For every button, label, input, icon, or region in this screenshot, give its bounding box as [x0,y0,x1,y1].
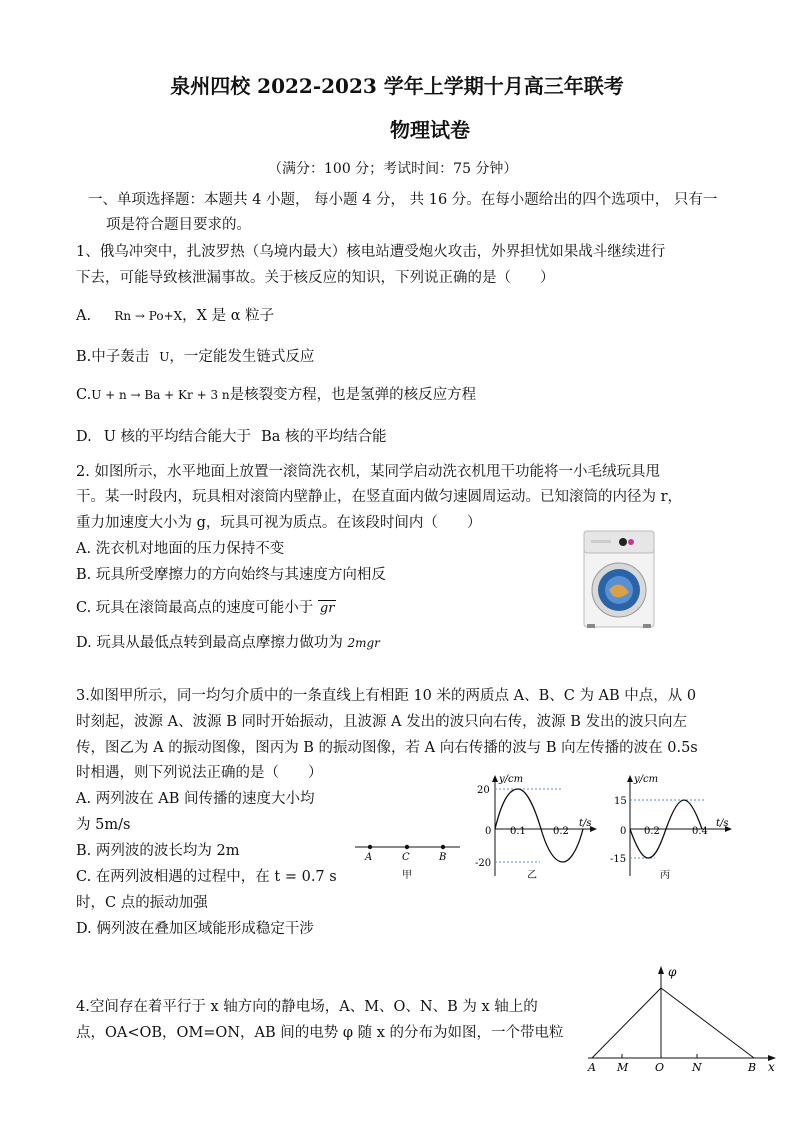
q4-point-n: N [692,1061,702,1072]
q4-stem-line2: 点，OA<OB，OM=ON，AB 间的电势 φ 随 x 的分布为如图，一个带电粒 [76,1025,564,1041]
jia-point-c: C [402,852,410,863]
yi-ylabel: y/cm [499,774,524,785]
q2-option-d [76,636,380,651]
yi-ymin: -20 [475,858,492,869]
q3-stem-line4: 时相遇，则下列说法正确的是（ ） [76,765,323,781]
q4-potential-figure [582,962,782,1072]
q1-d-text2: Ba 核的平均结合能 [261,429,387,445]
q1-c-equation: U + n → Ba + Kr + 3 n [91,388,230,402]
bing-x1: 0.2 [644,826,660,837]
q1-b-label: B.中子轰击 [76,349,150,365]
bing-origin: 0 [620,826,627,837]
washing-machine-image [583,530,655,630]
q1-option-b [76,350,314,365]
section-instructions-line1: 一、单项选择题：本题共 4 小题， 每小题 4 分， 共 16 分。在每小题给出的四个选项中， 只有一 [88,192,718,208]
q2-d-text: D. 玩具从最低点转到最高点摩擦力做功为 [76,635,343,651]
bing-ymax: 15 [614,796,627,807]
q2-option-a: A. 洗衣机对地面的压力保持不变 [76,541,285,557]
q3-stem-line3: 传，图乙为 A 的振动图像，图丙为 B 的振动图像，若 A 向右传播的波与 B 向左传播的波在 0.5s [76,740,698,756]
jia-caption: 甲 [402,870,412,881]
bing-caption: 丙 [660,870,670,881]
q2-stem-line2: 干。某一时段内，玩具相对滚筒内壁静止，在竖直面内做匀速圆周运动。已知滚筒的内径为 r， [76,489,683,505]
q4-point-o: O [655,1061,665,1072]
yi-caption: 乙 [527,870,537,881]
q1-a-equation: Rn → Po+X [114,309,183,323]
exam-meta: （满分：100 分；考试时间：75 分钟） [268,161,518,177]
q3-figure-yi [475,772,600,882]
q1-option-c [76,388,476,403]
q1-a-text: ，X 是 α 粒子 [182,308,275,324]
q4-phi-label: φ [668,965,677,979]
q2-c-sqrt: gr [319,601,335,616]
yi-ymax: 20 [477,785,490,796]
q3-figure-jia [355,838,465,883]
q2-option-b: B. 玩具所受摩擦力的方向始终与其速度方向相反 [76,567,386,583]
q3-option-a-line2: 为 5m/s [76,817,131,833]
q3-figure-bing [610,772,740,882]
yi-x1: 0.1 [510,826,526,837]
bing-x2: 0.4 [692,826,708,837]
q1-d-text1: U 核的平均结合能大于 [103,429,252,445]
q1-stem-line2: 下去，可能导致核泄漏事故。关于核反应的知识，下列说正确的是（ ） [76,270,555,286]
jia-point-a: A [365,852,373,863]
yi-x2: 0.2 [553,826,569,837]
q2-stem-line1: 2. 如图所示，水平地面上放置一滚筒洗衣机，某同学启动洗衣机甩干功能将一小毛绒玩具甩 [76,464,660,480]
jia-point-b: B [439,852,447,863]
yi-origin: 0 [485,826,492,837]
q2-c-text: C. 玩具在滚筒最高点的速度可能小于 [76,600,314,616]
q4-point-b: B [748,1061,757,1072]
q3-option-c-line1: C. 在两列波相遇的过程中，在 t = 0.7 s [76,869,337,885]
q3-option-b: B. 两列波的波长均为 2m [76,843,240,859]
q4-point-m: M [617,1061,629,1072]
q3-option-d: D. 俩列波在叠加区域能形成稳定干涉 [76,921,314,937]
q4-point-a: A [588,1061,596,1072]
q3-stem-line2: 时刻起，波源 A、波源 B 同时开始振动，且波源 A 发出的波只向右传，波源 B 发出的波只向左 [76,714,688,730]
q1-b-text: ，一定能发生链式反应 [169,349,315,365]
q1-d-label: D. [76,429,92,445]
q1-b-element: U [159,350,170,364]
q2-stem-line3: 重力加速度大小为 g，玩具可视为质点。在该段时间内（ ） [76,515,482,531]
q1-c-label: C. [76,387,92,403]
exam-title: 泉州四校 2022-2023 学年上学期十月高三年联考 [170,74,624,98]
q2-option-c [76,601,336,616]
q1-option-a [76,309,274,324]
q1-stem-line1: 1、俄乌冲突中，扎波罗热（乌境内最大）核电站遭受炮火攻击，外界担忧如果战斗继续进行 [76,244,666,260]
q3-option-a-line1: A. 两列波在 AB 间传播的速度大小均 [76,791,315,807]
q3-option-c-line2: 时，C 点的振动加强 [76,895,208,911]
bing-xlabel: t/s [716,818,729,829]
q3-stem-line1: 3.如图甲所示，同一均匀介质中的一条直线上有相距 10 米的两质点 A、B、C 为 AB 中点，从 0 [76,688,697,704]
q2-d-value: 2mgr [347,636,380,650]
section-instructions-line2: 项是符合题目要求的。 [106,217,251,233]
q4-stem-line1: 4.空间存在着平行于 x 轴方向的静电场，A、M、O、N、B 为 x 轴上的 [76,999,538,1015]
q4-x-label: x [768,1060,775,1072]
q1-option-d [76,430,386,445]
yi-xlabel: t/s [579,818,592,829]
bing-ylabel: y/cm [634,774,659,785]
subject-title: 物理试卷 [390,118,470,142]
bing-ymin: -15 [610,854,627,865]
q1-c-text: 是核裂变方程，也是氢弹的核反应方程 [229,387,477,403]
q1-a-label: A. [76,308,92,324]
